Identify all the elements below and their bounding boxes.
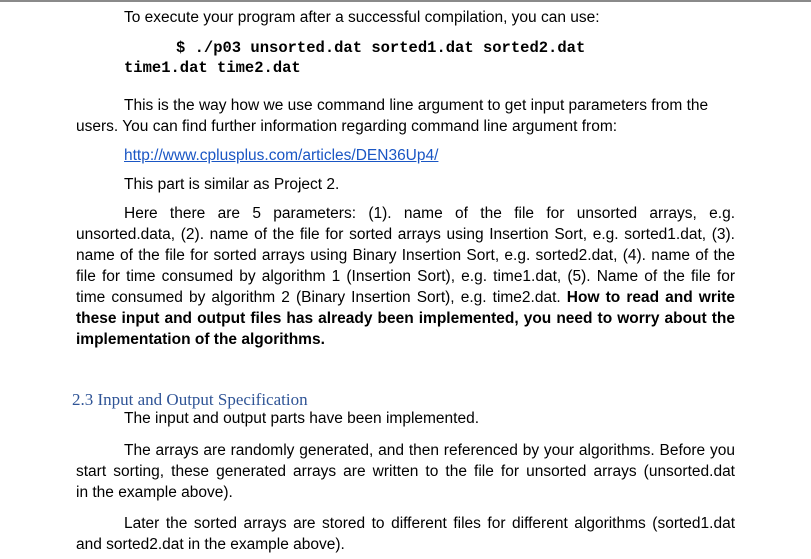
params-line-5-bold: How to read and write (566, 289, 735, 306)
command-line-2: time1.dat time2.dat (124, 59, 301, 77)
params-line-6-bold: these input and output files has already been implemented, you need to worry about the (76, 310, 735, 327)
random-line-3: in the example above). (76, 484, 233, 501)
params-line-1: Here there are 5 parameters: (1). name of the file for unsorted arrays, e.g. (124, 205, 735, 222)
later-line-1: Later the sorted arrays are stored to different files for different algorithms (sorted1.dat (124, 515, 735, 532)
implemented-note: The input and output parts have been implemented. (124, 410, 480, 427)
cli-paragraph-line-2: users. You can find further information regarding command line argument from: (76, 118, 618, 135)
cli-paragraph-line-1: This is the way how we use command line argument to get input parameters from the (124, 97, 709, 114)
params-line-7-bold: implementation of the algorithms. (76, 331, 325, 348)
params-line-2: unsorted.data, (2). name of the file for sorted arrays using Insertion Sort, e.g. sorted1.dat, (3). (76, 226, 735, 243)
random-line-1: The arrays are randomly generated, and then referenced by your algorithms. Before you (124, 442, 735, 459)
params-line-5-normal: time consumed by algorithm 2 (Binary Insertion Sort), e.g. time2.dat. (76, 289, 561, 306)
params-line-3: name of the file for sorted arrays using Binary Insertion Sort, e.g. sorted2.dat, (4). name of the (76, 247, 735, 264)
intro-text: To execute your program after a successful compilation, you can use: (124, 9, 600, 26)
section-heading: 2.3 Input and Output Specification (72, 390, 308, 409)
page-top-border (0, 0, 811, 2)
later-line-2: and sorted2.dat in the example above). (76, 536, 345, 553)
similar-project-note: This part is similar as Project 2. (124, 176, 340, 193)
random-line-2: start sorting, these generated arrays are written to the file for unsorted arrays (unsorted.dat (76, 463, 735, 480)
params-line-5 (76, 287, 735, 308)
command-line-1: $ ./p03 unsorted.dat sorted1.dat sorted2.dat (176, 39, 586, 57)
params-line-4: file for time consumed by algorithm 1 (Insertion Sort), e.g. time1.dat, (5). Name of the file for (76, 268, 735, 285)
cplusplus-reference-link[interactable]: http://www.cplusplus.com/articles/DEN36Up4/ (124, 147, 439, 164)
